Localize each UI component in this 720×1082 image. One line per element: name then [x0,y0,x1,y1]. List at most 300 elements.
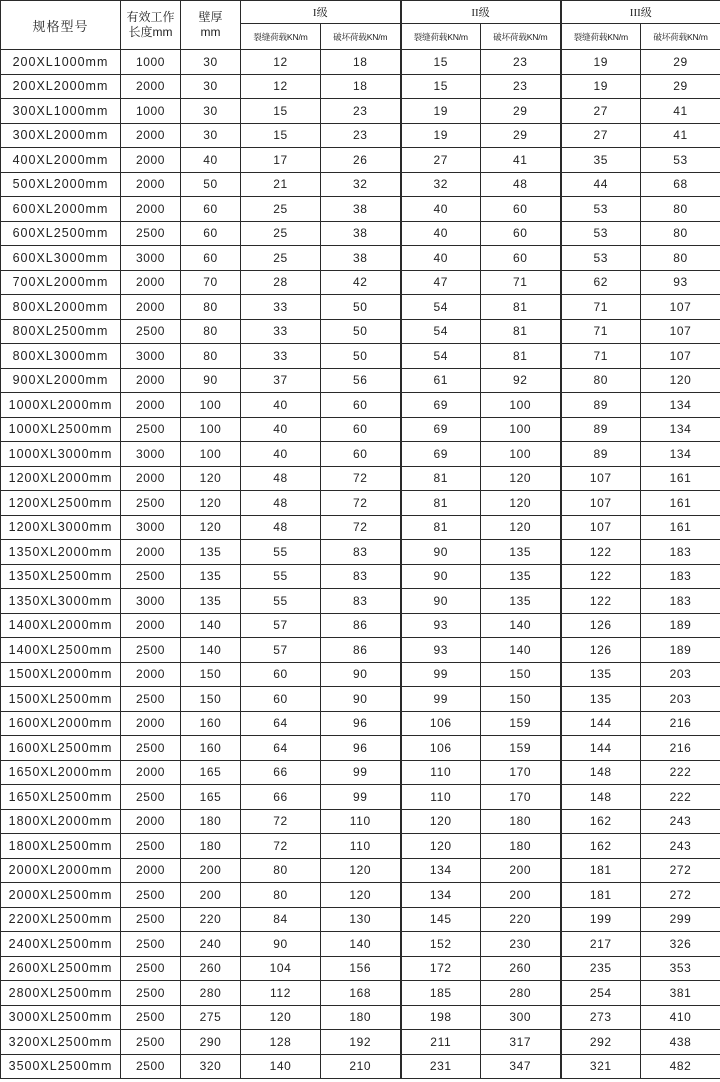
grade3-break-load-cell: 183 [641,589,720,614]
wall-thickness-cell: 30 [181,74,241,99]
grade3-crack-load-cell: 107 [561,466,641,491]
effective-length-cell: 2500 [121,932,181,957]
grade3-crack-load-cell: 135 [561,662,641,687]
wall-thickness-cell: 30 [181,123,241,148]
table-row [1,907,720,932]
grade1-crack-load-cell: 120 [241,1005,321,1030]
grade2-crack-load-cell: 145 [401,907,481,932]
header-length-line2: 长度mm [128,25,173,39]
grade3-break-load-cell: 216 [641,711,720,736]
effective-length-cell: 2500 [121,1005,181,1030]
grade1-break-load-cell: 38 [321,197,401,222]
grade3-crack-load-cell: 126 [561,638,641,663]
table-row [1,74,720,99]
table-row [1,1005,720,1030]
grade2-crack-load-cell: 81 [401,491,481,516]
effective-length-cell: 1000 [121,99,181,124]
model-cell: 1600XL2500mm [1,736,121,761]
grade1-break-load-cell: 32 [321,172,401,197]
grade2-break-load-cell: 29 [481,99,561,124]
grade2-crack-load-cell: 81 [401,466,481,491]
effective-length-cell: 2000 [121,393,181,418]
grade3-break-load-cell: 107 [641,295,720,320]
model-cell: 300XL2000mm [1,123,121,148]
grade2-crack-load-cell: 172 [401,956,481,981]
grade3-break-load-cell: 80 [641,246,720,271]
grade2-crack-load-cell: 134 [401,858,481,883]
grade2-break-load-cell: 170 [481,760,561,785]
grade3-break-load-cell: 189 [641,638,720,663]
grade2-break-load-cell: 150 [481,662,561,687]
grade1-crack-load-cell: 66 [241,785,321,810]
wall-thickness-cell: 120 [181,491,241,516]
model-cell: 1000XL2500mm [1,417,121,442]
wall-thickness-cell: 220 [181,907,241,932]
grade1-break-load-cell: 60 [321,393,401,418]
model-cell: 2200XL2500mm [1,907,121,932]
grade3-break-load-cell: 120 [641,368,720,393]
effective-length-cell: 3000 [121,589,181,614]
grade1-break-load-cell: 72 [321,466,401,491]
effective-length-cell: 2000 [121,74,181,99]
grade1-crack-load-cell: 28 [241,270,321,295]
wall-thickness-cell: 135 [181,589,241,614]
header-model: 规格型号 [1,1,121,50]
table-row [1,123,720,148]
grade2-break-load-cell: 120 [481,515,561,540]
grade3-crack-load-cell: 162 [561,809,641,834]
table-row [1,197,720,222]
grade1-break-load-cell: 56 [321,368,401,393]
grade2-crack-load-cell: 54 [401,344,481,369]
grade1-break-load-cell: 156 [321,956,401,981]
grade1-crack-load-cell: 12 [241,50,321,75]
grade3-crack-load-cell: 27 [561,123,641,148]
grade2-break-load-cell: 81 [481,295,561,320]
model-cell: 3500XL2500mm [1,1054,121,1079]
grade1-break-load-cell: 192 [321,1030,401,1055]
grade1-crack-load-cell: 48 [241,491,321,516]
grade1-break-load-cell: 130 [321,907,401,932]
grade2-crack-load-cell: 40 [401,221,481,246]
wall-thickness-cell: 140 [181,638,241,663]
grade1-break-load-cell: 50 [321,344,401,369]
effective-length-cell: 2000 [121,809,181,834]
wall-thickness-cell: 280 [181,981,241,1006]
effective-length-cell: 2500 [121,834,181,859]
table-row [1,638,720,663]
grade1-break-load-cell: 90 [321,662,401,687]
grade3-crack-load-cell: 144 [561,736,641,761]
grade1-break-load-cell: 50 [321,295,401,320]
grade3-crack-load-cell: 19 [561,50,641,75]
grade2-crack-load-cell: 32 [401,172,481,197]
effective-length-cell: 2000 [121,613,181,638]
grade1-crack-load-cell: 40 [241,393,321,418]
grade3-crack-load-cell: 80 [561,368,641,393]
grade2-break-load-cell: 200 [481,858,561,883]
wall-thickness-cell: 30 [181,99,241,124]
grade2-break-load-cell: 81 [481,344,561,369]
model-cell: 500XL2000mm [1,172,121,197]
grade3-break-load-cell: 41 [641,99,720,124]
grade2-crack-load-cell: 54 [401,319,481,344]
effective-length-cell: 3000 [121,515,181,540]
model-cell: 800XL2000mm [1,295,121,320]
wall-thickness-cell: 200 [181,858,241,883]
grade3-break-load-cell: 272 [641,883,720,908]
header-wall-line1: 壁厚 [198,10,223,24]
table-body [1,50,720,1079]
grade2-break-load-cell: 120 [481,466,561,491]
grade3-crack-load-cell: 107 [561,515,641,540]
grade3-crack-load-cell: 35 [561,148,641,173]
grade3-crack-load-cell: 89 [561,417,641,442]
grade2-break-load-cell: 140 [481,638,561,663]
wall-thickness-cell: 120 [181,466,241,491]
grade2-crack-load-cell: 93 [401,613,481,638]
grade2-break-load-cell: 230 [481,932,561,957]
wall-thickness-cell: 150 [181,687,241,712]
table-row [1,295,720,320]
table-row [1,50,720,75]
grade1-break-load-cell: 140 [321,932,401,957]
grade1-break-load-cell: 38 [321,246,401,271]
model-cell: 700XL2000mm [1,270,121,295]
grade2-crack-load-cell: 152 [401,932,481,957]
wall-thickness-cell: 290 [181,1030,241,1055]
model-cell: 2400XL2500mm [1,932,121,957]
grade1-crack-load-cell: 12 [241,74,321,99]
grade3-crack-load-cell: 292 [561,1030,641,1055]
grade2-crack-load-cell: 198 [401,1005,481,1030]
grade1-break-load-cell: 86 [321,613,401,638]
grade1-break-load-cell: 72 [321,491,401,516]
table-row [1,981,720,1006]
table-row [1,809,720,834]
wall-thickness-cell: 80 [181,319,241,344]
grade2-break-load-cell: 60 [481,197,561,222]
grade1-crack-load-cell: 33 [241,344,321,369]
effective-length-cell: 3000 [121,246,181,271]
grade2-crack-load-cell: 110 [401,785,481,810]
grade1-break-load-cell: 23 [321,123,401,148]
table-row [1,442,720,467]
grade1-crack-load-cell: 25 [241,221,321,246]
grade3-break-load-cell: 134 [641,442,720,467]
grade3-break-load-cell: 41 [641,123,720,148]
grade2-crack-load-cell: 69 [401,393,481,418]
table-row [1,589,720,614]
grade1-crack-load-cell: 25 [241,197,321,222]
effective-length-cell: 2500 [121,687,181,712]
grade2-crack-load-cell: 99 [401,662,481,687]
header-effective-length [121,1,181,50]
grade2-break-load-cell: 280 [481,981,561,1006]
model-cell: 1200XL2000mm [1,466,121,491]
grade1-break-load-cell: 50 [321,319,401,344]
model-cell: 900XL2000mm [1,368,121,393]
grade1-break-load-cell: 110 [321,834,401,859]
wall-thickness-cell: 30 [181,50,241,75]
grade3-crack-load-cell: 148 [561,760,641,785]
grade2-break-load-cell: 150 [481,687,561,712]
wall-thickness-cell: 200 [181,883,241,908]
grade2-break-load-cell: 23 [481,74,561,99]
grade2-break-load-cell: 140 [481,613,561,638]
grade2-break-load-cell: 60 [481,221,561,246]
grade1-crack-load-cell: 60 [241,687,321,712]
grade1-crack-load-cell: 90 [241,932,321,957]
model-cell: 1000XL3000mm [1,442,121,467]
grade3-crack-load-cell: 62 [561,270,641,295]
grade1-crack-load-cell: 48 [241,466,321,491]
effective-length-cell: 2000 [121,662,181,687]
grade1-break-load-cell: 60 [321,417,401,442]
header-break-load: 破坏荷载KN/m [641,24,720,50]
grade3-crack-load-cell: 89 [561,442,641,467]
grade2-break-load-cell: 159 [481,711,561,736]
wall-thickness-cell: 50 [181,172,241,197]
effective-length-cell: 2000 [121,197,181,222]
grade2-crack-load-cell: 120 [401,834,481,859]
table-row [1,148,720,173]
grade1-crack-load-cell: 140 [241,1054,321,1079]
grade1-break-load-cell: 83 [321,564,401,589]
grade2-crack-load-cell: 211 [401,1030,481,1055]
table-row [1,368,720,393]
wall-thickness-cell: 180 [181,809,241,834]
grade1-break-load-cell: 99 [321,760,401,785]
wall-thickness-cell: 100 [181,393,241,418]
table-row [1,491,720,516]
grade1-break-load-cell: 42 [321,270,401,295]
grade1-break-load-cell: 168 [321,981,401,1006]
grade2-crack-load-cell: 27 [401,148,481,173]
effective-length-cell: 2500 [121,564,181,589]
grade3-break-load-cell: 80 [641,221,720,246]
grade2-break-load-cell: 23 [481,50,561,75]
header-grade-2: II级 [401,1,561,24]
wall-thickness-cell: 180 [181,834,241,859]
effective-length-cell: 2500 [121,638,181,663]
grade1-break-load-cell: 18 [321,74,401,99]
wall-thickness-cell: 150 [181,662,241,687]
grade3-crack-load-cell: 254 [561,981,641,1006]
grade3-crack-load-cell: 235 [561,956,641,981]
model-cell: 1500XL2500mm [1,687,121,712]
grade3-break-load-cell: 216 [641,736,720,761]
grade3-break-load-cell: 161 [641,466,720,491]
wall-thickness-cell: 100 [181,442,241,467]
grade3-crack-load-cell: 122 [561,540,641,565]
grade3-crack-load-cell: 44 [561,172,641,197]
grade2-crack-load-cell: 69 [401,442,481,467]
grade2-break-load-cell: 347 [481,1054,561,1079]
table-row [1,687,720,712]
wall-thickness-cell: 70 [181,270,241,295]
grade1-break-load-cell: 96 [321,736,401,761]
table-row [1,466,720,491]
grade3-break-load-cell: 189 [641,613,720,638]
effective-length-cell: 2000 [121,148,181,173]
grade3-break-load-cell: 243 [641,834,720,859]
effective-length-cell: 2500 [121,736,181,761]
grade1-break-load-cell: 110 [321,809,401,834]
grade2-crack-load-cell: 99 [401,687,481,712]
grade2-crack-load-cell: 54 [401,295,481,320]
effective-length-cell: 2500 [121,1030,181,1055]
table-row [1,736,720,761]
model-cell: 600XL2000mm [1,197,121,222]
grade3-crack-load-cell: 148 [561,785,641,810]
effective-length-cell: 2000 [121,295,181,320]
model-cell: 2000XL2500mm [1,883,121,908]
grade2-crack-load-cell: 15 [401,74,481,99]
model-cell: 1500XL2000mm [1,662,121,687]
wall-thickness-cell: 40 [181,148,241,173]
grade3-crack-load-cell: 199 [561,907,641,932]
table-row [1,417,720,442]
table-row [1,270,720,295]
model-cell: 1200XL2500mm [1,491,121,516]
grade2-crack-load-cell: 40 [401,197,481,222]
grade3-crack-load-cell: 126 [561,613,641,638]
grade2-break-load-cell: 135 [481,540,561,565]
grade1-crack-load-cell: 72 [241,809,321,834]
grade2-crack-load-cell: 19 [401,99,481,124]
grade2-break-load-cell: 71 [481,270,561,295]
grade1-crack-load-cell: 84 [241,907,321,932]
effective-length-cell: 2500 [121,981,181,1006]
grade2-break-load-cell: 170 [481,785,561,810]
table-row [1,760,720,785]
effective-length-cell: 2500 [121,491,181,516]
grade2-break-load-cell: 317 [481,1030,561,1055]
header-wall-thickness [181,1,241,50]
grade1-crack-load-cell: 15 [241,99,321,124]
effective-length-cell: 3000 [121,442,181,467]
grade3-break-load-cell: 353 [641,956,720,981]
grade3-crack-load-cell: 107 [561,491,641,516]
model-cell: 300XL1000mm [1,99,121,124]
grade1-break-load-cell: 83 [321,589,401,614]
wall-thickness-cell: 320 [181,1054,241,1079]
model-cell: 1800XL2000mm [1,809,121,834]
header-crack-load: 裂缝荷载KN/m [401,24,481,50]
table-row [1,1030,720,1055]
grade1-crack-load-cell: 80 [241,858,321,883]
model-cell: 800XL2500mm [1,319,121,344]
wall-thickness-cell: 240 [181,932,241,957]
grade1-crack-load-cell: 66 [241,760,321,785]
table-row [1,711,720,736]
grade1-break-load-cell: 96 [321,711,401,736]
grade3-crack-load-cell: 273 [561,1005,641,1030]
grade2-crack-load-cell: 93 [401,638,481,663]
grade2-break-load-cell: 159 [481,736,561,761]
grade1-crack-load-cell: 128 [241,1030,321,1055]
header-break-load: 破坏荷载KN/m [321,24,401,50]
grade1-break-load-cell: 23 [321,99,401,124]
grade1-crack-load-cell: 48 [241,515,321,540]
header-crack-load: 裂缝荷载KN/m [561,24,641,50]
effective-length-cell: 2000 [121,123,181,148]
grade1-crack-load-cell: 15 [241,123,321,148]
effective-length-cell: 2500 [121,221,181,246]
table-row [1,834,720,859]
model-cell: 1350XL3000mm [1,589,121,614]
grade2-crack-load-cell: 47 [401,270,481,295]
grade3-break-load-cell: 326 [641,932,720,957]
grade1-break-load-cell: 120 [321,858,401,883]
grade2-break-load-cell: 60 [481,246,561,271]
grade1-crack-load-cell: 64 [241,711,321,736]
grade2-break-load-cell: 135 [481,564,561,589]
grade2-crack-load-cell: 61 [401,368,481,393]
grade1-break-load-cell: 86 [321,638,401,663]
table-row [1,393,720,418]
grade3-crack-load-cell: 181 [561,883,641,908]
model-cell: 1650XL2000mm [1,760,121,785]
grade3-break-load-cell: 272 [641,858,720,883]
effective-length-cell: 2500 [121,883,181,908]
grade3-break-load-cell: 410 [641,1005,720,1030]
grade3-break-load-cell: 243 [641,809,720,834]
wall-thickness-cell: 100 [181,417,241,442]
model-cell: 1350XL2500mm [1,564,121,589]
grade3-break-load-cell: 222 [641,785,720,810]
table-row [1,344,720,369]
grade3-break-load-cell: 161 [641,515,720,540]
grade2-break-load-cell: 100 [481,417,561,442]
model-cell: 3000XL2500mm [1,1005,121,1030]
grade3-crack-load-cell: 181 [561,858,641,883]
grade2-crack-load-cell: 106 [401,711,481,736]
wall-thickness-cell: 135 [181,564,241,589]
grade2-crack-load-cell: 120 [401,809,481,834]
model-cell: 2800XL2500mm [1,981,121,1006]
wall-thickness-cell: 260 [181,956,241,981]
header-grade-3: III级 [561,1,720,24]
table-row [1,515,720,540]
table-row [1,319,720,344]
table-row [1,540,720,565]
grade3-break-load-cell: 134 [641,393,720,418]
grade1-break-load-cell: 210 [321,1054,401,1079]
table-row [1,99,720,124]
grade2-break-load-cell: 41 [481,148,561,173]
grade1-crack-load-cell: 40 [241,442,321,467]
grade1-crack-load-cell: 80 [241,883,321,908]
grade3-break-load-cell: 107 [641,344,720,369]
effective-length-cell: 2000 [121,760,181,785]
grade2-break-load-cell: 48 [481,172,561,197]
grade1-break-load-cell: 38 [321,221,401,246]
grade1-crack-load-cell: 33 [241,319,321,344]
grade1-crack-load-cell: 37 [241,368,321,393]
model-cell: 2600XL2500mm [1,956,121,981]
grade3-crack-load-cell: 71 [561,295,641,320]
grade2-break-load-cell: 135 [481,589,561,614]
table-row [1,172,720,197]
grade2-break-load-cell: 220 [481,907,561,932]
grade3-break-load-cell: 107 [641,319,720,344]
model-cell: 1400XL2000mm [1,613,121,638]
grade3-crack-load-cell: 122 [561,589,641,614]
grade1-crack-load-cell: 104 [241,956,321,981]
model-cell: 400XL2000mm [1,148,121,173]
